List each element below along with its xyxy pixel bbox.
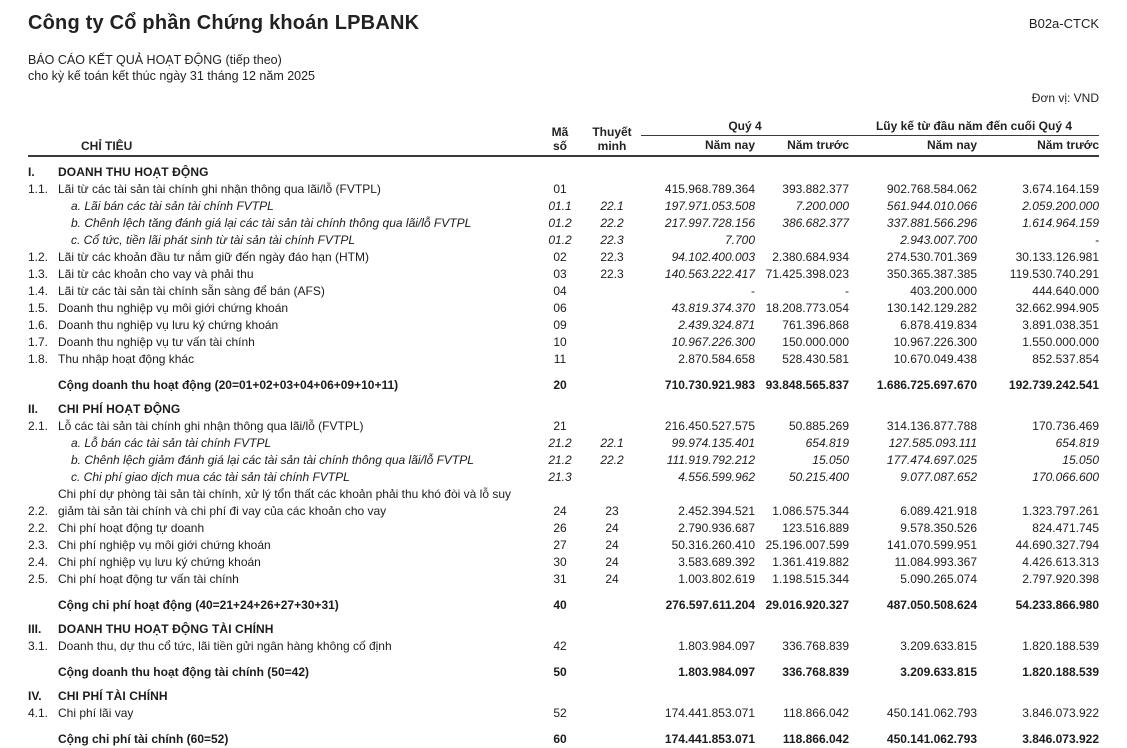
cell-label: Doanh thu, dự thu cổ tức, lãi tiền gửi ngân hàng không cố định: [58, 639, 392, 653]
cell-note: 22.3: [600, 267, 624, 281]
cell-no: 1.4.: [28, 284, 49, 298]
table-row: [28, 688, 1099, 705]
cell-v1: 2.452.394.521: [678, 504, 755, 518]
cell-v2: 336.768.839: [782, 639, 849, 653]
cell-no: 1.1.: [28, 182, 49, 196]
cell-label: Chi phí hoạt động tự doanh: [58, 521, 205, 535]
header-ytd-prev-year: Năm trước: [1037, 138, 1099, 152]
cell-code: 50: [553, 665, 567, 679]
table-row: [28, 537, 1099, 554]
cell-code: 21: [553, 419, 567, 433]
table-row: [28, 638, 1099, 655]
table-body: [28, 164, 1099, 748]
cell-code: 10: [553, 335, 567, 349]
cell-v1: 99.974.135.401: [671, 436, 755, 450]
cell-code: 01.2: [548, 233, 572, 247]
cell-v3: 10.967.226.300: [893, 335, 977, 349]
cell-label: Cộng doanh thu hoạt động tài chính (50=42): [58, 665, 309, 679]
cell-v4: 1.323.797.261: [1022, 504, 1099, 518]
table-header: [28, 119, 1099, 157]
cell-v3: 177.474.697.025: [886, 453, 977, 467]
cell-label: Chi phí nghiệp vụ môi giới chứng khoán: [58, 538, 271, 552]
cell-note: 22.3: [600, 233, 624, 247]
cell-v1: 7.700: [724, 233, 755, 247]
cell-label: Cộng doanh thu hoạt động (20=01+02+03+04+06+09+10+11): [58, 378, 399, 392]
cell-v4: 54.233.866.980: [1015, 598, 1099, 612]
cell-label: Lãi từ các khoản đầu tư nắm giữ đến ngày đáo hạn (HTM): [58, 250, 369, 264]
header-ma-so-line1: Mã: [551, 125, 569, 139]
cell-no: 1.2.: [28, 250, 49, 264]
cell-code: 52: [553, 706, 567, 720]
header-q4-subcols: [641, 136, 849, 153]
cell-v3: 274.530.701.369: [886, 250, 977, 264]
cell-v3: 1.686.725.697.670: [876, 378, 977, 392]
cell-v4: 32.662.994.905: [1015, 301, 1099, 315]
cell-v3: 561.944.010.066: [886, 199, 977, 213]
cell-no: II.: [28, 402, 39, 416]
table-row: [28, 266, 1099, 283]
cell-no: 1.8.: [28, 352, 49, 366]
cell-v3: 130.142.129.282: [886, 301, 977, 315]
cell-v3: 9.077.087.652: [900, 470, 977, 484]
cell-label: CHI PHÍ HOẠT ĐỘNG: [58, 402, 181, 416]
cell-label: CHI PHÍ TÀI CHÍNH: [58, 689, 168, 703]
cell-no: IV.: [28, 689, 42, 703]
cell-code: 09: [553, 318, 567, 332]
cell-v2: 118.866.042: [783, 706, 849, 720]
table-row: [28, 215, 1099, 232]
cell-code: 27: [553, 538, 567, 552]
cell-label: Lãi từ các tài sản tài chính sẵn sàng để bán (AFS): [58, 284, 325, 298]
cell-v1: 710.730.921.983: [664, 378, 755, 392]
cell-v2: 50.885.269: [788, 419, 849, 433]
cell-label: b. Chênh lệch giảm đánh giá lại các tài sản tài chính thông qua lãi/lỗ FVTPL: [71, 453, 474, 467]
cell-v3: 10.670.049.438: [893, 352, 977, 366]
cell-code: 01.2: [548, 216, 572, 230]
table-row: [28, 317, 1099, 334]
cell-v4: 192.739.242.541: [1008, 378, 1099, 392]
cell-v4: 1.614.964.159: [1022, 216, 1099, 230]
cell-v2: 654.819: [805, 436, 849, 450]
table-row: [28, 334, 1099, 351]
cell-v1: 140.563.222.417: [664, 267, 755, 281]
cell-label: b. Chênh lệch tăng đánh giá lại các tài sản tài chính thông qua lãi/lỗ FVTPL: [71, 216, 472, 230]
cell-v2: 18.208.773.054: [765, 301, 849, 315]
cell-label: a. Lỗ bán các tài sản tài chính FVTPL: [71, 436, 272, 450]
cell-v4: -: [1095, 233, 1099, 247]
cell-v3: 2.943.007.700: [900, 233, 977, 247]
cell-label: Doanh thu nghiệp vụ lưu ký chứng khoán: [58, 318, 279, 332]
table-row: [28, 418, 1099, 435]
cell-note: 22.2: [600, 453, 624, 467]
cell-note: 22.1: [600, 436, 624, 450]
cell-label: Chi phí dự phòng tài sản tài chính, xử lý tổn thất các khoản phải thu khó đòi và lỗ suy giảm tài sản tài chính và chi phí đi vay của các khoản cho vay: [58, 487, 512, 518]
cell-v3: 11.084.993.367: [894, 555, 977, 569]
table-row: [28, 283, 1099, 300]
cell-label: Lãi từ các khoản cho vay và phải thu: [58, 267, 254, 281]
cell-v2: 2.380.684.934: [772, 250, 849, 264]
header-ytd-title: Lũy kế từ đầu năm đến cuối Quý 4: [849, 119, 1099, 136]
table-row: [28, 232, 1099, 249]
cell-note: 24: [605, 521, 619, 535]
cell-note: 23: [605, 504, 619, 518]
cell-label: Chi phí nghiệp vụ lưu ký chứng khoán: [58, 555, 261, 569]
cell-code: 24: [553, 504, 567, 518]
cell-label: Thu nhập hoạt động khác: [58, 352, 195, 366]
cell-v2: 1.086.575.344: [772, 504, 849, 518]
cell-code: 60: [553, 732, 567, 746]
cell-v2: 123.516.889: [782, 521, 849, 535]
cell-note: 22.2: [600, 216, 624, 230]
cell-label: Chi phí hoạt động tư vấn tài chính: [58, 572, 239, 586]
cell-v3: 403.200.000: [910, 284, 977, 298]
cell-v1: 43.819.374.370: [671, 301, 755, 315]
cell-v4: 3.891.038.351: [1022, 318, 1099, 332]
cell-v4: 2.059.200.000: [1022, 199, 1099, 213]
header-ma-so-line2: số: [552, 139, 567, 153]
cell-code: 21.3: [548, 470, 572, 484]
cell-code: 11: [553, 352, 567, 366]
cell-label: Cộng chi phí hoạt động (40=21+24+26+27+30+31): [58, 598, 339, 612]
cell-code: 03: [553, 267, 567, 281]
cell-code: 42: [553, 639, 567, 653]
cell-v1: 94.102.400.003: [671, 250, 755, 264]
cell-v4: 3.846.073.922: [1022, 706, 1099, 720]
table-row: [28, 164, 1099, 181]
header-group-ytd: [849, 119, 1099, 153]
cell-code: 20: [553, 378, 567, 392]
cell-no: III.: [28, 622, 42, 636]
header-ytd-subcols: [849, 136, 1099, 153]
cell-v4: 119.530.740.291: [1009, 267, 1099, 281]
cell-v1: 216.450.527.575: [664, 419, 755, 433]
cell-v2: 393.882.377: [782, 182, 849, 196]
table-row: [28, 520, 1099, 537]
cell-code: 40: [553, 598, 567, 612]
cell-label: DOANH THU HOẠT ĐỘNG: [58, 165, 209, 179]
cell-v3: 3.209.633.815: [900, 665, 977, 679]
cell-v1: 2.439.324.871: [678, 318, 755, 332]
cell-label: DOANH THU HOẠT ĐỘNG TÀI CHÍNH: [58, 622, 274, 636]
header-group-q4: [641, 119, 849, 153]
cell-v1: 174.441.853.071: [664, 706, 755, 720]
header-q4-prev-year: Năm trước: [787, 138, 849, 152]
cell-v1: 2.870.584.658: [678, 352, 755, 366]
table-row: [28, 486, 1099, 520]
cell-v2: 386.682.377: [782, 216, 849, 230]
table-row: [28, 300, 1099, 317]
cell-v3: 350.365.387.385: [886, 267, 977, 281]
cell-note: 24: [605, 572, 619, 586]
cell-v1: 1.803.984.097: [678, 665, 755, 679]
header-ytd-cur-year: Năm nay: [926, 138, 977, 152]
cell-no: 2.3.: [28, 538, 49, 552]
cell-v3: 141.070.599.951: [886, 538, 977, 552]
cell-v3: 6.878.419.834: [900, 318, 977, 332]
cell-label: Cộng chi phí tài chính (60=52): [58, 732, 229, 746]
cell-v3: 450.141.062.793: [886, 706, 977, 720]
table-row: [28, 664, 1099, 681]
cell-code: 01.1: [548, 199, 572, 213]
cell-v2: 29.016.920.327: [765, 598, 849, 612]
cell-v4: 3.674.164.159: [1022, 182, 1099, 196]
cell-v3: 314.136.877.788: [886, 419, 977, 433]
header-thuyet-minh: [583, 125, 641, 153]
table-row: [28, 452, 1099, 469]
form-code: B02a-CTCK: [1028, 16, 1099, 31]
cell-no: 2.4.: [28, 555, 49, 569]
currency-unit-note: Đơn vị: VND: [1031, 91, 1099, 105]
cell-v2: 118.866.042: [782, 732, 849, 746]
header-thuyet-minh-line2: minh: [597, 139, 627, 153]
header-q4-title: Quý 4: [641, 119, 849, 136]
cell-v4: 1.550.000.000: [1022, 335, 1099, 349]
cell-v1: 2.790.936.687: [678, 521, 755, 535]
cell-v2: 25.196.007.599: [765, 538, 849, 552]
cell-no: I.: [28, 165, 35, 179]
table-row: [28, 597, 1099, 614]
cell-v4: 170.066.600: [1032, 470, 1099, 484]
cell-code: 31: [553, 572, 567, 586]
cell-v1: 1.803.984.097: [678, 639, 755, 653]
cell-no: 1.6.: [28, 318, 49, 332]
header-chi-tieu: CHỈ TIÊU: [81, 139, 133, 153]
cell-v4: 2.797.920.398: [1022, 572, 1099, 586]
cell-v1: 50.316.260.410: [671, 538, 755, 552]
cell-v1: 174.441.853.071: [664, 732, 755, 746]
cell-v1: 111.919.792.212: [666, 453, 755, 467]
cell-v4: 1.820.188.539: [1022, 665, 1099, 679]
cell-v3: 6.089.421.918: [900, 504, 977, 518]
table-row: [28, 198, 1099, 215]
cell-v1: 10.967.226.300: [671, 335, 755, 349]
cell-v3: 127.585.093.111: [888, 436, 977, 450]
cell-v2: 15.050: [812, 453, 849, 467]
cell-v4: 852.537.854: [1032, 352, 1099, 366]
cell-note: 24: [605, 555, 619, 569]
cell-v3: 902.768.584.062: [886, 182, 977, 196]
cell-v1: 197.971.053.508: [664, 199, 755, 213]
cell-label: Chi phí lãi vay: [58, 706, 134, 720]
table-row: [28, 181, 1099, 198]
cell-v2: 336.768.839: [782, 665, 849, 679]
cell-v1: 415.968.789.364: [664, 182, 755, 196]
cell-no: 1.3.: [28, 267, 49, 281]
cell-v3: 3.209.633.815: [900, 639, 977, 653]
cell-v4: 44.690.327.794: [1015, 538, 1099, 552]
table-row: [28, 469, 1099, 486]
cell-v4: 654.819: [1055, 436, 1099, 450]
report-title: BÁO CÁO KẾT QUẢ HOẠT ĐỘNG (tiếp theo): [28, 53, 282, 67]
cell-no: 1.5.: [28, 301, 49, 315]
cell-no: 2.1.: [28, 419, 49, 433]
cell-label: Doanh thu nghiệp vụ môi giới chứng khoán: [58, 301, 289, 315]
cell-v4: 444.640.000: [1032, 284, 1099, 298]
cell-v4: 170.736.469: [1032, 419, 1099, 433]
table-row: [28, 401, 1099, 418]
cell-note: 22.3: [600, 250, 624, 264]
cell-v3: 450.141.062.793: [886, 732, 977, 746]
cell-v3: 9.578.350.526: [900, 521, 977, 535]
cell-v2: 761.396.868: [782, 318, 849, 332]
table-row: [28, 705, 1099, 722]
cell-note: 24: [605, 538, 619, 552]
cell-no: 2.2.: [28, 504, 49, 518]
table-row: [28, 351, 1099, 368]
cell-v3: 5.090.265.074: [900, 572, 977, 586]
table-row: [28, 571, 1099, 588]
cell-v2: 7.200.000: [795, 199, 849, 213]
cell-code: 02: [553, 250, 567, 264]
cell-code: 21.2: [548, 436, 572, 450]
cell-label: Lãi từ các tài sản tài chính ghi nhận thông qua lãi/lỗ (FVTPL): [58, 182, 381, 196]
cell-label: c. Chi phí giao dịch mua các tài sản tài chính FVTPL: [71, 470, 350, 484]
table-row: [28, 377, 1099, 394]
cell-code: 30: [553, 555, 567, 569]
cell-v3: 337.881.566.296: [886, 216, 977, 230]
company-name: Công ty Cổ phần Chứng khoán LPBANK: [28, 12, 420, 34]
cell-v2: 93.848.565.837: [765, 378, 849, 392]
cell-v4: 15.050: [1062, 453, 1099, 467]
table-row: [28, 731, 1099, 748]
cell-v4: 1.820.188.539: [1022, 639, 1099, 653]
cell-v4: 4.426.613.313: [1022, 555, 1099, 569]
cell-label: c. Cổ tức, tiền lãi phát sinh từ tài sản tài chính FVTPL: [71, 233, 356, 247]
report-period: cho kỳ kế toán kết thúc ngày 31 tháng 12 năm 2025: [28, 69, 316, 83]
cell-v4: 3.846.073.922: [1022, 732, 1099, 746]
table-row: [28, 249, 1099, 266]
cell-v4: 824.471.745: [1032, 521, 1099, 535]
cell-v1: 217.997.728.156: [664, 216, 755, 230]
cell-v1: 1.003.802.619: [678, 572, 755, 586]
cell-v2: 150.000.000: [782, 335, 849, 349]
document-header: [28, 12, 1099, 35]
cell-no: 2.2.: [28, 521, 49, 535]
cell-code: 26: [553, 521, 567, 535]
cell-v1: -: [751, 284, 755, 298]
header-ma-so: [537, 125, 583, 153]
cell-label: a. Lãi bán các tài sản tài chính FVTPL: [71, 199, 274, 213]
table-row: [28, 621, 1099, 638]
cell-v1: 3.583.689.392: [678, 555, 755, 569]
cell-v2: 1.361.419.882: [772, 555, 849, 569]
cell-label: Lỗ các tài sản tài chính ghi nhận thông qua lãi/lỗ (FVTPL): [58, 419, 364, 433]
cell-v2: 528.430.581: [782, 352, 849, 366]
cell-v2: 50.215.400: [788, 470, 849, 484]
cell-no: 2.5.: [28, 572, 49, 586]
header-thuyet-minh-line1: Thuyết: [592, 125, 632, 139]
header-q4-cur-year: Năm nay: [704, 138, 755, 152]
cell-note: 22.1: [600, 199, 624, 213]
cell-v4: 30.133.126.981: [1015, 250, 1099, 264]
cell-no: 3.1.: [28, 639, 49, 653]
cell-code: 21.2: [548, 453, 572, 467]
cell-v2: 71.425.398.023: [765, 267, 849, 281]
cell-code: 06: [553, 301, 567, 315]
table-row: [28, 554, 1099, 571]
cell-label: Doanh thu nghiệp vụ tư vấn tài chính: [58, 335, 255, 349]
cell-code: 01: [553, 182, 567, 196]
cell-no: 1.7.: [28, 335, 49, 349]
cell-v2: -: [845, 284, 849, 298]
cell-v2: 1.198.515.344: [772, 572, 849, 586]
cell-v3: 487.050.508.624: [886, 598, 977, 612]
cell-code: 04: [553, 284, 567, 298]
cell-v1: 4.556.599.962: [678, 470, 755, 484]
cell-no: 4.1.: [28, 706, 49, 720]
table-row: [28, 435, 1099, 452]
cell-v1: 276.597.611.204: [665, 598, 755, 612]
